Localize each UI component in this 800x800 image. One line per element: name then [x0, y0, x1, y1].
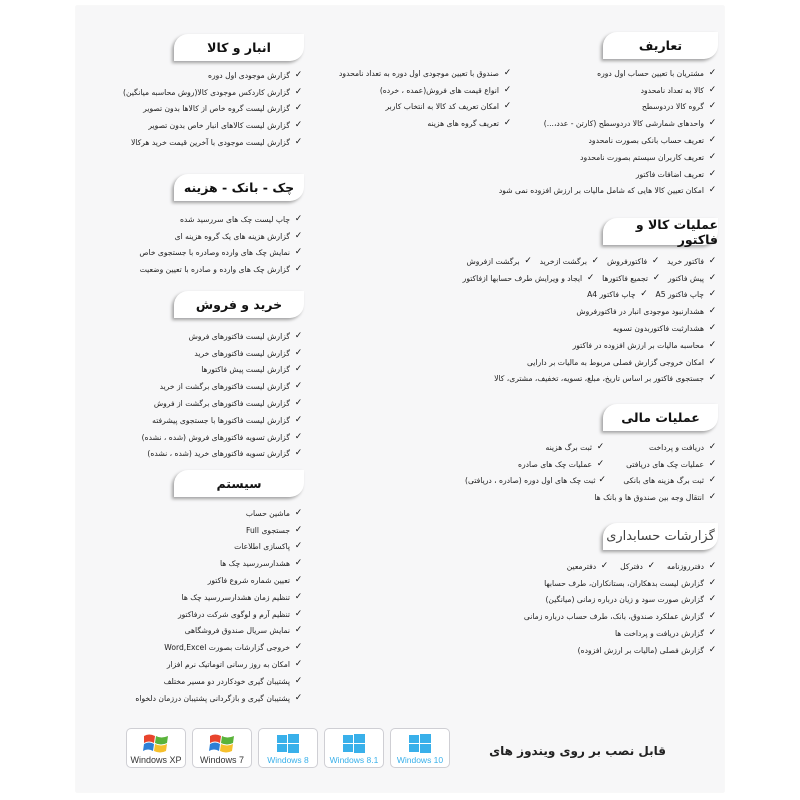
list-item-row: ✓ پیش فاکتور ✓ تجمیع فاکتورها ✓ ایجاد و ویرایش طرف حسابها ازفاکتور	[462, 272, 717, 283]
list-item: ✓ گزارش لیست فاکتورهای فروش	[188, 330, 303, 341]
list-item: ✓ گزارش صورت سود و زیان درباره زمانی (میانگین)	[545, 594, 717, 605]
section-header: انبار و کالا	[174, 34, 304, 61]
check-icon: ✓	[708, 560, 717, 571]
section-header: چک - بانک - هزینه	[174, 174, 304, 201]
section-header: تعاریف	[603, 32, 718, 59]
windows-10-logo-icon	[408, 733, 432, 755]
check-icon: ✓	[294, 541, 303, 552]
system-list	[114, 505, 304, 707]
list-item: ✓ انتقال وجه بین صندوق ها و بانک ها	[594, 492, 717, 503]
list-item: ✓ تعیین شماره شروع فاکتور	[207, 575, 303, 586]
os-badge-8	[258, 728, 318, 768]
check-icon: ✓	[294, 330, 303, 341]
check-icon: ✓	[294, 69, 303, 80]
check-icon: ✓	[591, 255, 600, 266]
check-icon: ✓	[294, 414, 303, 425]
check-icon: ✓	[294, 524, 303, 535]
check-icon: ✓	[294, 558, 303, 569]
list-item: ✓ مشتریان با تعیین حساب اول دوره	[597, 67, 717, 78]
list-item: ✓ کالا به تعداد نامحدود	[640, 84, 717, 95]
check-icon: ✓	[708, 118, 717, 129]
check-icon: ✓	[708, 475, 717, 486]
check-icon: ✓	[708, 272, 717, 283]
list-item: ✓ گزارش لیست کالاهای انبار خاص بدون تصویر	[148, 120, 303, 131]
check-icon: ✓	[708, 101, 717, 112]
check-icon: ✓	[294, 137, 303, 148]
list-item: ✓ امکان تعریف کد کالا به انتخاب کاربر	[385, 101, 512, 112]
list-item: ✓ دریافت و پرداخت	[648, 441, 717, 452]
check-icon: ✓	[708, 151, 717, 162]
check-icon: ✓	[294, 247, 303, 258]
section-header: سیستم	[174, 470, 304, 497]
os-badge-xp	[126, 728, 186, 768]
check-icon: ✓	[294, 86, 303, 97]
section-check-bank	[114, 174, 304, 278]
list-item: ✓ گزارش لیست فاکتورها با جستجوی پیشرفته	[152, 414, 303, 425]
list-item: ✓ گروه کالا دردوسطح	[641, 101, 717, 112]
check-icon: ✓	[294, 431, 303, 442]
check-icon: ✓	[651, 255, 660, 266]
list-item: ✓ جستجوی Full	[246, 524, 303, 535]
list-item: ✓ نمایش چک های وارده وصادره با جستجوی خاص	[139, 247, 303, 258]
definitions-right-list	[513, 65, 718, 183]
section-system	[114, 470, 304, 707]
list-item: ✓ تعریف اضافات فاکتور	[635, 168, 717, 179]
list-item: ✓ پشتیبان گیری خودکاردر دو مسیر مختلف	[163, 675, 303, 686]
check-icon: ✓	[503, 101, 512, 112]
warehouse-list	[114, 67, 304, 151]
check-icon: ✓	[708, 323, 717, 334]
list-item: ✓ هشدارسررسید چک ها	[219, 558, 303, 569]
check-icon: ✓	[708, 168, 717, 179]
check-icon: ✓	[294, 659, 303, 670]
os-badge-7	[192, 728, 252, 768]
product-box-back	[76, 6, 724, 792]
section-header: عملیات کالا و فاکتور	[603, 218, 718, 245]
section-definitions	[318, 32, 718, 199]
list-item-row: ✓ دفترروزنامه ✓ دفترکل ✓ دفترمعین	[566, 560, 717, 571]
check-icon: ✓	[708, 135, 717, 146]
check-icon: ✓	[640, 289, 648, 300]
section-header: خرید و فروش	[174, 291, 304, 318]
check-icon: ✓	[708, 339, 717, 350]
check-icon: ✓	[294, 364, 303, 375]
install-compat-text: قابل نصب بر روی ویندوز های	[489, 744, 666, 758]
check-icon: ✓	[294, 381, 303, 392]
check-icon: ✓	[708, 373, 717, 384]
os-badges	[126, 728, 450, 768]
list-item: ✓ انواع قیمت های فروش(عمده ، خرده)	[379, 84, 512, 95]
check-icon: ✓	[294, 213, 303, 224]
windows-xp-logo-icon	[143, 733, 169, 755]
check-icon: ✓	[294, 591, 303, 602]
list-item: ✓ ماشین حساب	[245, 507, 303, 518]
list-item: ✓ گزارش کاردکس موجودی کالا(روش محاسبه میانگین)	[123, 86, 303, 97]
os-badge-label: Windows 7	[199, 755, 244, 765]
financial-left-list	[465, 439, 606, 489]
list-item: ✓ گزارش لیست فاکتورهای برگشت از خرید	[159, 381, 303, 392]
list-item: ✓ ثبت چک های اول دوره (صادره ، دریافتی)	[465, 475, 606, 486]
section-financial-ops	[465, 404, 718, 506]
check-icon: ✓	[294, 398, 303, 409]
check-icon: ✓	[596, 458, 605, 469]
os-badge-label: Windows 10	[396, 755, 444, 765]
definitions-wide-list	[318, 183, 718, 200]
check-icon: ✓	[524, 255, 532, 266]
check-icon: ✓	[708, 458, 717, 469]
os-badge-10	[390, 728, 450, 768]
list-item: ✓ هشدارنبود موجودی انبار در فاکتورفروش	[576, 306, 717, 317]
accounting-reports-list	[498, 558, 718, 659]
check-icon: ✓	[708, 306, 717, 317]
list-item: ✓ صندوق با تعیین موجودی اول دوره به تعداد نامحدود	[339, 67, 512, 78]
check-icon: ✓	[503, 118, 512, 129]
check-icon: ✓	[652, 272, 661, 283]
check-icon: ✓	[294, 448, 303, 459]
list-item: ✓ محاسبه مالیات بر ارزش افزوده در فاکتور	[572, 339, 717, 350]
list-item-row: ✓ فاکتور خرید ✓ فاکتورفروش ✓ برگشت ازخرید ✓ برگشت ازفروش	[466, 255, 717, 266]
list-item: ✓ هشدارثبت فاکتوربدون تسویه	[612, 323, 717, 334]
check-icon: ✓	[294, 264, 303, 275]
list-item: ✓ گزارش لیست پیش فاکتورها	[201, 364, 303, 375]
financial-wide-list	[478, 489, 718, 506]
list-item: ✓ گزارش موجودی اول دوره	[207, 69, 303, 80]
list-item: ✓ پاکسازی اطلاعات	[234, 541, 303, 552]
check-icon: ✓	[708, 628, 717, 639]
check-icon: ✓	[647, 560, 656, 571]
list-item: ✓ ثبت برگ هزینه های بانکی	[623, 475, 717, 486]
os-badge-label: Windows 8	[267, 755, 309, 765]
list-item: ✓ گزارش لیست فاکتورهای خرید	[194, 347, 303, 358]
check-icon: ✓	[294, 692, 303, 703]
list-item: ✓ گزارش تسویه فاکتورهای فروش (شده ، نشده)	[141, 431, 303, 442]
financial-right-list	[606, 439, 718, 489]
section-accounting-reports	[498, 523, 718, 659]
list-item: ✓ گزارش لیست فاکتورهای برگشت از فروش	[153, 398, 303, 409]
section-goods-invoice	[458, 218, 718, 387]
list-item: ✓ گزارش تسویه فاکتورهای خرید (شده ، نشده)	[147, 448, 303, 459]
check-icon: ✓	[294, 642, 303, 653]
check-icon: ✓	[294, 120, 303, 131]
windows-8-logo-icon	[276, 733, 300, 755]
check-icon: ✓	[598, 475, 606, 486]
check-icon: ✓	[708, 67, 717, 78]
list-item: ✓ خروجی گزارشات بصورت Word,Excel	[164, 642, 303, 653]
check-icon: ✓	[708, 255, 717, 266]
list-item: ✓ گزارش فصلی (مالیات بر ارزش افزوده)	[577, 644, 717, 655]
check-bank-list	[114, 211, 304, 278]
list-item: ✓ امکان تعیین کالا هایی که شامل مالیات بر ارزش افزوده نمی شود	[498, 185, 717, 196]
windows-7-logo-icon	[209, 733, 235, 755]
section-header: عملیات مالی	[603, 404, 718, 431]
definitions-left-list	[318, 65, 513, 183]
list-item: ✓ تعریف کاربران سیستم بصورت نامحدود	[580, 151, 717, 162]
check-icon: ✓	[294, 575, 303, 586]
list-item-row: ✓ چاپ فاکتور A5 ✓ چاپ فاکتور A4	[587, 289, 717, 300]
list-item: ✓ تنظیم آرم و لوگوی شرکت درفاکتور	[177, 608, 303, 619]
list-item: ✓ گزارش لیست بدهکاران، بستانکاران، طرف حسابها	[544, 577, 717, 588]
goods-invoice-list	[458, 253, 718, 387]
list-item: ✓ نمایش سریال صندوق فروشگاهی	[184, 625, 303, 636]
section-warehouse	[114, 34, 304, 151]
check-icon: ✓	[586, 272, 595, 283]
check-icon: ✓	[708, 594, 717, 605]
check-icon: ✓	[708, 492, 717, 503]
list-item: ✓ گزارش لیست موجودی با آخرین قیمت خرید هرکالا	[130, 137, 303, 148]
list-item: ✓ گزارش دریافت و پرداخت ها	[614, 628, 717, 639]
check-icon: ✓	[503, 67, 512, 78]
list-item: ✓ تعریف گروه های هزینه	[427, 118, 512, 129]
check-icon: ✓	[708, 84, 717, 95]
list-item: ✓ امکان خروجی گزارش فصلی مربوط به مالیات بر دارایی	[526, 356, 717, 367]
list-item: ✓ جستجوی فاکتور بر اساس تاریخ، مبلغ، تسویه، تخفیف، مشتری، کالا	[494, 373, 717, 384]
check-icon: ✓	[294, 347, 303, 358]
os-badge-label: Windows 8.1	[329, 755, 379, 765]
list-item: ✓ گزارش هزینه های یک گروه هزینه ای	[174, 230, 303, 241]
check-icon: ✓	[294, 675, 303, 686]
check-icon: ✓	[708, 289, 717, 300]
check-icon: ✓	[600, 560, 609, 571]
list-item: ✓ واحدهای شمارشی کالا دردوسطح (کارتن - عدد،...)	[543, 118, 717, 129]
check-icon: ✓	[708, 441, 717, 452]
os-badge-label: Windows XP	[130, 755, 182, 765]
check-icon: ✓	[708, 356, 717, 367]
check-icon: ✓	[708, 644, 717, 655]
list-item: ✓ چاپ لیست چک های سررسید شده	[179, 213, 303, 224]
check-icon: ✓	[294, 608, 303, 619]
list-item: ✓ عملیات چک های دریافتی	[626, 458, 717, 469]
list-item: ✓ امکان به روز رسانی اتوماتیک نرم افزار	[166, 659, 303, 670]
check-icon: ✓	[503, 84, 512, 95]
section-purchase-sales	[114, 291, 304, 462]
list-item: ✓ پشتیبان گیری و بازگردانی پشتیبان درزمان دلخواه	[135, 692, 303, 703]
list-item: ✓ عملیات چک های صادره	[518, 458, 605, 469]
check-icon: ✓	[708, 577, 717, 588]
os-badge-81	[324, 728, 384, 768]
list-item: ✓ تعریف حساب بانکی بصورت نامحدود	[588, 135, 717, 146]
list-item: ✓ تنظیم زمان هشدارسررسید چک ها	[181, 591, 303, 602]
purchase-sales-list	[114, 328, 304, 462]
list-item: ✓ ثبت برگ هزینه	[545, 441, 605, 452]
check-icon: ✓	[294, 230, 303, 241]
list-item: ✓ گزارش چک های وارده و صادره با تعیین وضعیت	[139, 264, 303, 275]
check-icon: ✓	[596, 441, 605, 452]
windows-81-logo-icon	[342, 733, 366, 755]
check-icon: ✓	[708, 185, 717, 196]
check-icon: ✓	[294, 507, 303, 518]
check-icon: ✓	[708, 611, 717, 622]
check-icon: ✓	[294, 103, 303, 114]
section-header: گزارشات حسابداری	[603, 523, 718, 550]
list-item: ✓ گزارش لیست گروه خاص از کالاها بدون تصویر	[143, 103, 303, 114]
list-item: ✓ گزارش عملکرد صندوق، بانک، طرف حساب درباره زمانی	[523, 611, 717, 622]
check-icon: ✓	[294, 625, 303, 636]
